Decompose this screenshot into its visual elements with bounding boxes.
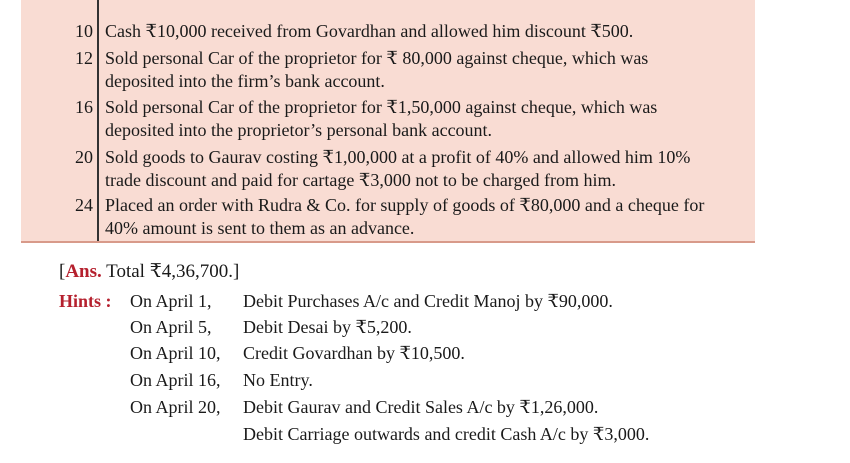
hint-day: On April 10, <box>130 343 221 363</box>
hint-day: On April 16, <box>130 370 221 390</box>
hint-text: Debit Desai by ₹5,200. <box>243 317 412 337</box>
transaction-text: Sold goods to Gaurav costing ₹1,00,000 at a profit of 40% and allowed him 10% <box>105 147 691 167</box>
hint-text: Debit Carriage outwards and credit Cash A/c by ₹3,000. <box>243 424 650 444</box>
hint-day: On April 5, <box>130 317 212 337</box>
transaction-date: 20 <box>75 147 93 167</box>
transaction-text: deposited into the firm’s bank account. <box>105 71 385 91</box>
answer-label: Ans. <box>65 261 102 282</box>
transaction-date: 10 <box>75 21 93 41</box>
transaction-text: Sold personal Car of the proprietor for ₹1,50,000 against cheque, which was <box>105 97 658 117</box>
hints-label: Hints : <box>59 291 112 311</box>
transaction-date: 24 <box>75 195 93 215</box>
answer-bracket: [ <box>59 261 66 282</box>
hint-text: Debit Gaurav and Credit Sales A/c by ₹1,26,000. <box>243 397 599 417</box>
transaction-text: Cash ₹10,000 received from Govardhan and allowed him discount ₹500. <box>105 21 634 41</box>
date-column-divider <box>97 0 99 241</box>
transaction-text: 40% amount is sent to them as an advance. <box>105 218 415 238</box>
answer-text: Total ₹4,36,700.] <box>101 261 240 282</box>
transaction-text: deposited into the proprietor’s personal bank account. <box>105 120 493 140</box>
transaction-text: Sold personal Car of the proprietor for ₹ 80,000 against cheque, which was <box>105 48 649 68</box>
transaction-text: trade discount and paid for cartage ₹3,000 not to be charged from him. <box>105 170 616 190</box>
hint-day: On April 1, <box>130 291 212 311</box>
transaction-date: 12 <box>75 48 93 68</box>
hint-text: No Entry. <box>243 370 313 390</box>
hint-text: Credit Govardhan by ₹10,500. <box>243 343 465 363</box>
answer-line <box>59 259 239 285</box>
hint-text: Debit Purchases A/c and Credit Manoj by ₹90,000. <box>243 291 613 311</box>
transaction-date: 16 <box>75 97 93 117</box>
transaction-text: Placed an order with Rudra & Co. for supply of goods of ₹80,000 and a cheque for <box>105 195 705 215</box>
panel-bottom-border <box>21 241 755 243</box>
hint-day: On April 20, <box>130 397 221 417</box>
